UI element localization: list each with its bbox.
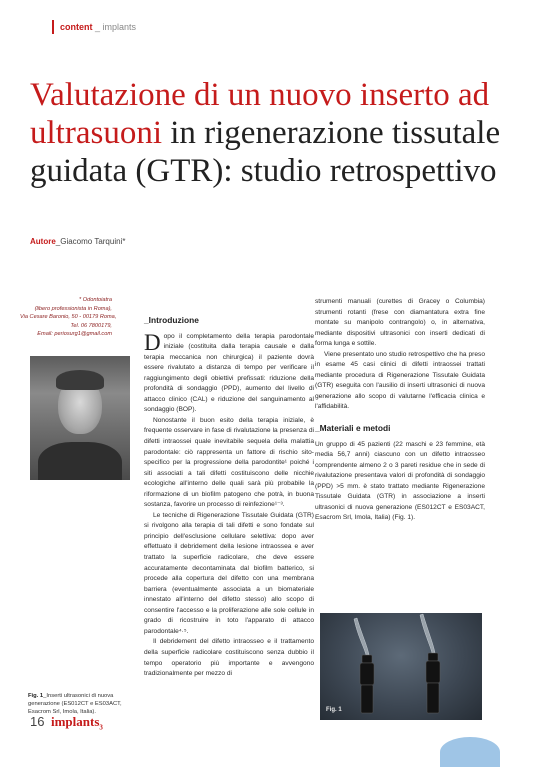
- insert-left: [354, 618, 374, 713]
- author-email: Email: periosurg1@gmail.com: [37, 331, 112, 338]
- author-info-line: Tel. 06 7800179,: [70, 322, 112, 329]
- text-column-1: [144, 315, 314, 680]
- paragraph: Viene presentato uno studio retrospettivo che ha preso in esame 45 casi clinici di difetti intraossei trattati mediante procedura di Rigenerazione Tissutale Guidata (GTR) eseguita con l'ausilio di inserti ultrasonici di nuova generazione allo scopo di valutarne l'efficacia clinica e l'affidabilità.: [315, 350, 485, 411]
- article-title: [30, 76, 520, 190]
- figure-caption-text: _Inserti ultrasonici di nuova generazione (ES012CT e ES03ACT, Esacrom Srl, Imola, Italia).: [28, 693, 122, 715]
- figure-caption-label: Fig. 1: [28, 693, 44, 699]
- photo-hair: [56, 370, 104, 390]
- heading-materiali-metodi: _Materiali e metodi: [315, 423, 391, 434]
- paragraph: strumenti manuali (curettes di Gracey o Columbia) strumenti rotanti (frese con diamantatura extra fine montate su manipolo contrangolo) o, in alternativa, mediante dispositivi ultrasonici con inserti dedicati di forma lunga e sottile.: [315, 298, 485, 348]
- section-separator: _: [92, 22, 103, 32]
- logo-issue: 3: [99, 723, 103, 732]
- title-red-line1: Valutazione di un nuovo inserto ad: [30, 77, 490, 113]
- figure-ultrasonic-inserts: [320, 613, 482, 720]
- paragraph: Le tecniche di Rigenerazione Tissutale Guidata (GTR) si rivolgono alla terapia di tali difetti e sono fondate sul principio dell'esclusione cellulare selettiva: dopo aver effettuato il debridement della lesione intraossea e aver trattato la superficie radicolare, che deve essere accuratamente decontaminata dal biofilm batterico, si procede alla copertura del difetto con una membrana barriera (eventualmente associata a un biomateriale innestato all'interno del difetto stesso) allo scopo di consentire l'accesso e la proliferazione alle sole cellule in grado di ricostruire in toto l'apparato di attacco parodontale⁴·⁵.: [144, 511, 314, 635]
- text-column-2: [315, 297, 485, 524]
- author-label: Autore: [30, 237, 56, 246]
- author-info-line: (libero professionista in Roma),: [34, 305, 112, 312]
- logo-text: implants: [50, 714, 100, 729]
- magazine-logo: [50, 714, 103, 732]
- insert-right: [420, 614, 440, 713]
- figure-caption: [28, 692, 138, 716]
- subsection-label: implants: [102, 22, 137, 32]
- paragraph: Nonostante il buon esito della terapia iniziale, è frequente osservare in fase di rivalutazione la presenza di difetti intraossei quale inevitabile sequela della malattia parodontale: ciò rappresenta un fattore di rischio sito-specifico per la progressione della parodontite¹ poiché i siti associati a tali difetti costituiscono delle nicchie ecologiche all'interno delle quali sarà più probabile la riformazione di un biofilm patogeno che potrà, in buona sostanza, favorire un processo di reinfezione¹⁻³.: [144, 416, 314, 509]
- drop-cap: D: [144, 329, 161, 355]
- page-number: 16: [30, 714, 45, 729]
- author-info-line: * Odontoiatra: [79, 297, 112, 303]
- corner-decoration: [440, 737, 500, 767]
- paragraph: Un gruppo di 45 pazienti (22 maschi e 23 femmine, età media 56,7 anni) ciascuno con un difetto intraosseo comprendente almeno 2 o 3 pareti residue che in sede di rivalutazione presentava valori di profondità di sondaggio (PPD) >5 mm. è stato trattato mediante Rigenerazione Tissutale Guidata (GTR) in associazione a inserti ultrasonici di nuova generazione (ES012CT e ES03ACT, Esacrom Srl, Imola, Italia) (Fig. 1).: [315, 440, 485, 522]
- page-footer: [30, 714, 103, 732]
- heading-introduzione: _Introduzione: [144, 315, 199, 325]
- section-label: content: [60, 22, 93, 32]
- inserts-illustration: [320, 613, 482, 720]
- section-header: [52, 20, 136, 34]
- figure-label: Fig. 1: [326, 707, 342, 713]
- author-info-line: Via Cesare Baronio, 50 - 00179 Roma,: [20, 314, 117, 321]
- photo-shirt: [38, 442, 122, 480]
- title-red-word: ultrasuoni: [30, 115, 162, 151]
- paragraph-text: opo il completamento della terapia parodontale iniziale (costituita dalla terapia causale e dalla terapia meccanica non chirurgica) il paziente dovrà essere rivalutato a distanza di tempo per verificare il raggiungimento degli obiettivi prefissati: riduzione della profondità di sondaggio (PPD), aumento del livello di attacco clinico (CAL) e riduzione del sanguinamento al sondaggio (BOP).: [144, 332, 314, 414]
- author-name: _Giacomo Tarquini*: [55, 237, 126, 246]
- author-line: [30, 237, 125, 246]
- author-photo: [30, 356, 130, 480]
- author-info: [20, 296, 117, 339]
- paragraph: Il debridement del difetto intraosseo e il trattamento della superficie radicolare costituiscono senza dubbio il tempo operatorio più importante e avvengono tradizionalmente per mezzo di: [144, 638, 314, 678]
- title-rest: in rigenerazione tissutale guidata (GTR): studio retrospettivo: [30, 115, 501, 189]
- paragraph: [144, 329, 314, 416]
